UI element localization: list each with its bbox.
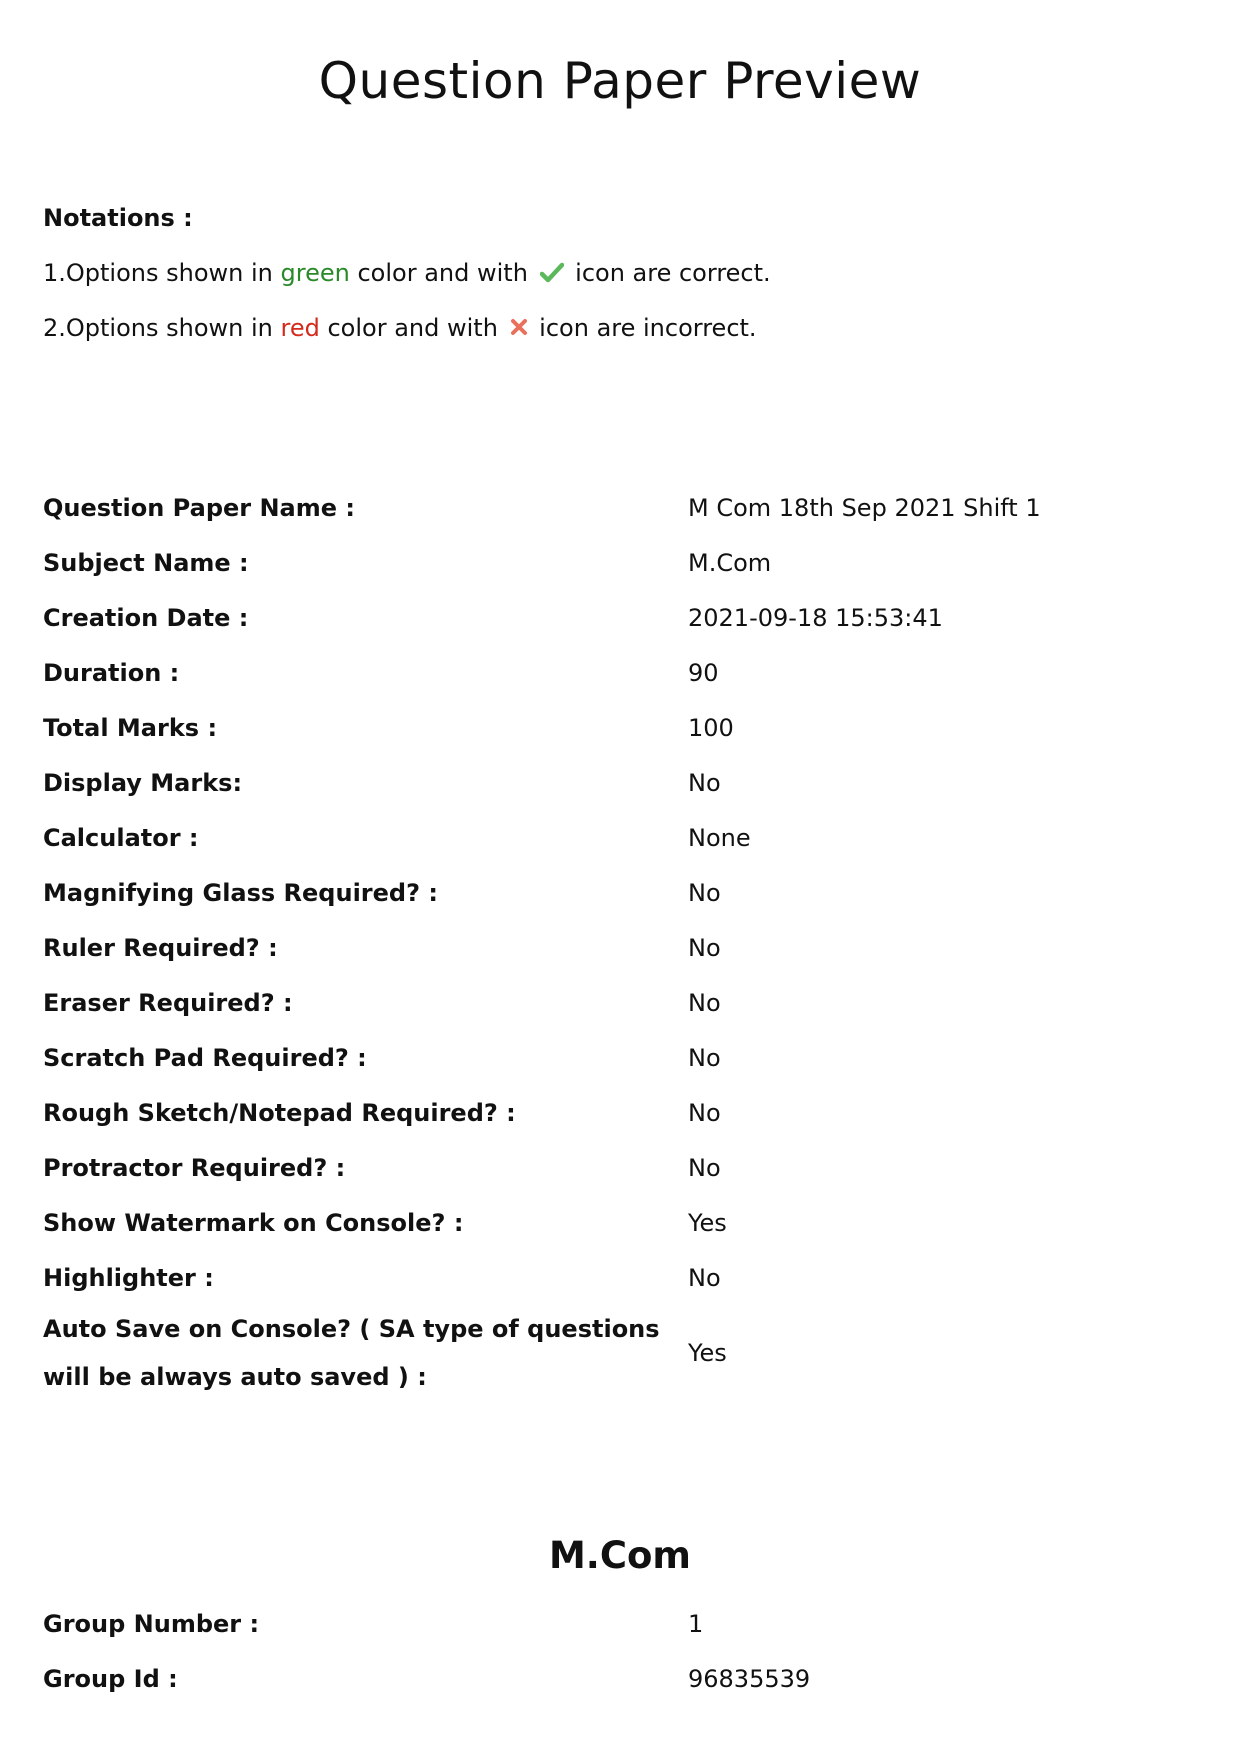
table-row bbox=[43, 1195, 1193, 1250]
notation-red-word: red bbox=[280, 314, 320, 342]
info-label: Total Marks : bbox=[43, 713, 218, 742]
notation-incorrect-suffix: icon are incorrect. bbox=[531, 314, 757, 342]
table-row bbox=[43, 480, 1193, 535]
cross-icon bbox=[510, 316, 528, 346]
table-row bbox=[43, 865, 1193, 920]
page-title: Question Paper Preview bbox=[318, 52, 922, 110]
table-row bbox=[43, 755, 1193, 810]
info-label: Question Paper Name : bbox=[43, 493, 355, 522]
table-row bbox=[43, 810, 1193, 865]
info-label: Highlighter : bbox=[43, 1263, 214, 1292]
info-value: No bbox=[688, 1153, 721, 1182]
notation-incorrect-line bbox=[43, 313, 1193, 368]
info-label: Eraser Required? : bbox=[43, 988, 293, 1017]
info-value: No bbox=[688, 768, 721, 797]
info-value: No bbox=[688, 933, 721, 962]
info-value: M.Com bbox=[688, 548, 772, 577]
group-label: Group Id : bbox=[43, 1664, 178, 1693]
info-label: Rough Sketch/Notepad Required? : bbox=[43, 1098, 516, 1127]
paper-info-table bbox=[43, 480, 1193, 1401]
notations-heading: Notations : bbox=[43, 204, 193, 232]
group-value: 96835539 bbox=[688, 1664, 811, 1693]
table-row bbox=[43, 1030, 1193, 1085]
table-row bbox=[43, 590, 1193, 645]
check-icon bbox=[540, 261, 564, 291]
info-label: Magnifying Glass Required? : bbox=[43, 878, 438, 907]
info-value: None bbox=[688, 823, 751, 852]
info-label: Creation Date : bbox=[43, 603, 249, 632]
table-row bbox=[43, 1305, 1193, 1401]
info-value: 2021-09-18 15:53:41 bbox=[688, 603, 943, 632]
notation-incorrect-middle: color and with bbox=[319, 314, 506, 342]
info-value: 100 bbox=[688, 713, 734, 742]
info-label: Protractor Required? : bbox=[43, 1153, 346, 1182]
group-value: 1 bbox=[688, 1609, 704, 1638]
info-value: No bbox=[688, 1098, 721, 1127]
info-label: Subject Name : bbox=[43, 548, 249, 577]
info-label: Duration : bbox=[43, 658, 180, 687]
notation-correct-middle: color and with bbox=[349, 259, 536, 287]
info-label: Auto Save on Console? ( SA type of questions will be always auto saved ) : bbox=[43, 1315, 660, 1391]
table-row bbox=[43, 1651, 1193, 1706]
info-label: Ruler Required? : bbox=[43, 933, 278, 962]
notations-block bbox=[43, 203, 1193, 368]
group-info-table bbox=[43, 1596, 1193, 1706]
table-row bbox=[43, 535, 1193, 590]
table-row bbox=[43, 645, 1193, 700]
table-row bbox=[43, 1250, 1193, 1305]
notation-correct-suffix: icon are correct. bbox=[567, 259, 771, 287]
info-value: Yes bbox=[688, 1208, 727, 1237]
info-value: Yes bbox=[688, 1339, 727, 1367]
table-row bbox=[43, 1140, 1193, 1195]
notation-incorrect-prefix: 2.Options shown in bbox=[43, 314, 281, 342]
info-label: Calculator : bbox=[43, 823, 199, 852]
info-value: No bbox=[688, 878, 721, 907]
table-row bbox=[43, 975, 1193, 1030]
info-value: No bbox=[688, 1263, 721, 1292]
notation-correct-prefix: 1.Options shown in bbox=[43, 259, 281, 287]
info-value: 90 bbox=[688, 658, 719, 687]
info-value: M Com 18th Sep 2021 Shift 1 bbox=[688, 493, 1041, 522]
info-label: Scratch Pad Required? : bbox=[43, 1043, 367, 1072]
table-row bbox=[43, 1596, 1193, 1651]
info-label: Show Watermark on Console? : bbox=[43, 1208, 464, 1237]
table-row bbox=[43, 700, 1193, 755]
info-label: Display Marks: bbox=[43, 768, 243, 797]
table-row bbox=[43, 1085, 1193, 1140]
info-value: No bbox=[688, 1043, 721, 1072]
section-title: M.Com bbox=[548, 1534, 691, 1577]
notation-correct-line bbox=[43, 258, 1193, 313]
table-row bbox=[43, 920, 1193, 975]
group-label: Group Number : bbox=[43, 1609, 260, 1638]
notation-green-word: green bbox=[280, 259, 350, 287]
info-value: No bbox=[688, 988, 721, 1017]
